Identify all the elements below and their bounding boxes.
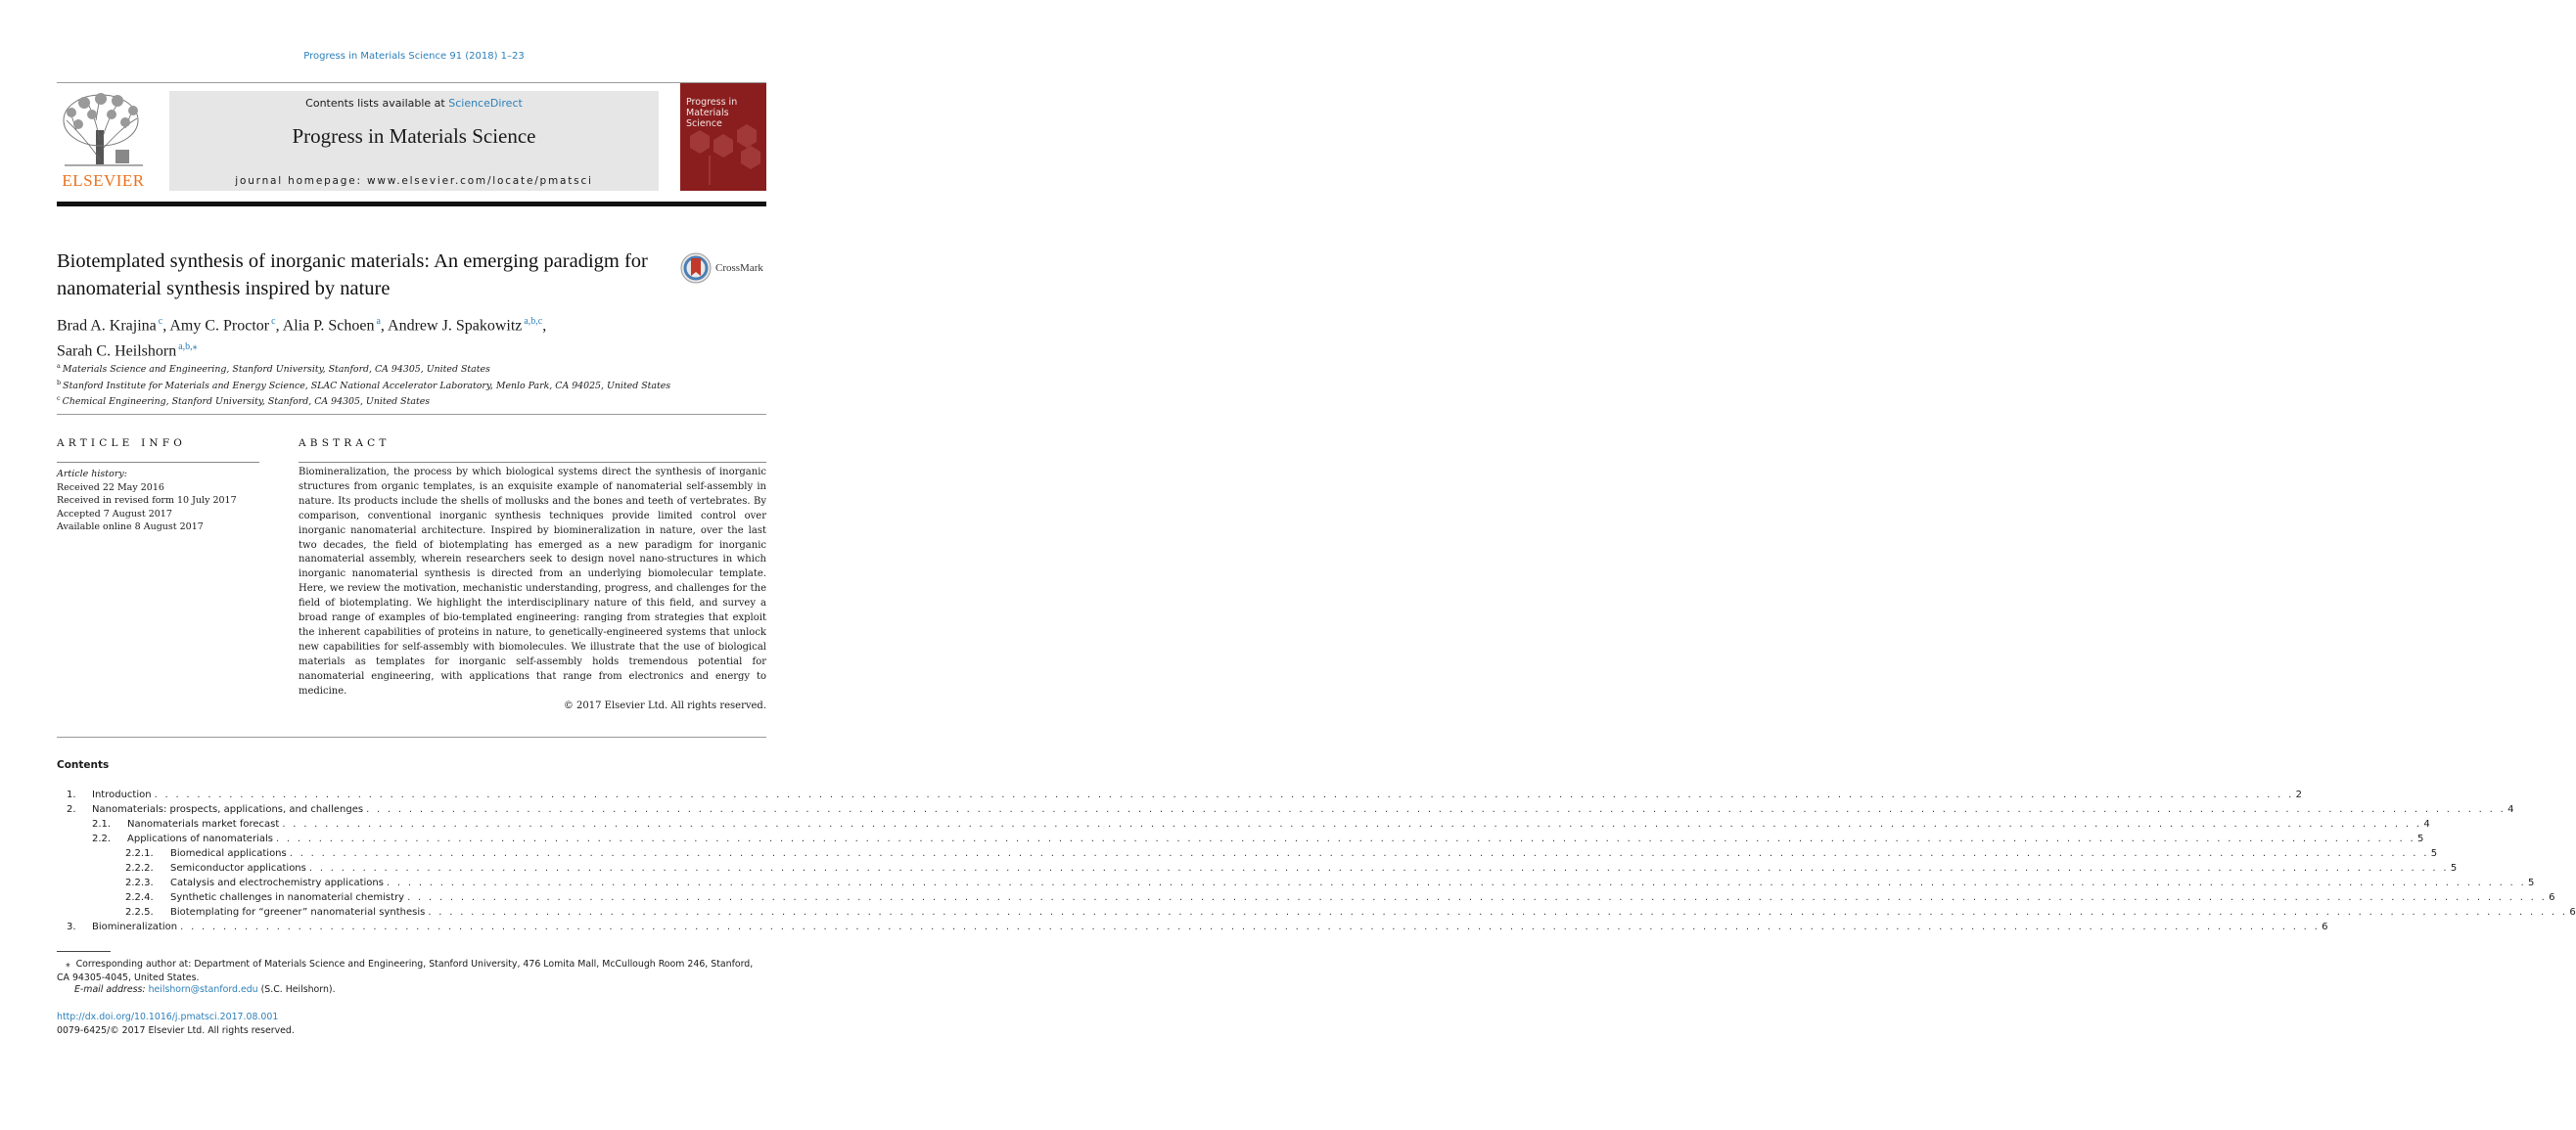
doi-link[interactable]: http://dx.doi.org/10.1016/j.pmatsci.2017.08.001 (57, 1012, 279, 1022)
author-affiliation-marker[interactable]: c (271, 316, 276, 327)
issn-line: 0079-6425/© 2017 Elsevier Ltd. All rights reserved. (57, 1025, 295, 1036)
toc-entry-page: 4 (2507, 804, 2514, 815)
history-item: Available online 8 August 2017 (57, 521, 204, 532)
affiliation-list (57, 360, 771, 409)
abstract-copyright: © 2017 Elsevier Ltd. All rights reserved. (563, 701, 766, 711)
toc-entry-title[interactable]: Catalysis and electrochemistry applications (170, 878, 384, 888)
toc-leader-dots: . . . . . . . . . . . . . . . . . . . . . . . . . . . . . . . . . . . . . . . . . . . . . . . . . . . . . . . . . . . . . . . . . . . . . . . . . . . . . . . . . . . . . . . . . . . . . . . . . . . . . . . . . . . . . . . . . . . . . . . . . . . . . . . . . . . . . . . . . . . . . . . . . . . . . . . . . . . . . . . . . . . . . . . . . . . . . . . . . . . . . . . . . . . . . . . . . . . . . . . . (386, 878, 2526, 888)
toc-leader-dots: . . . . . . . . . . . . . . . . . . . . . . . . . . . . . . . . . . . . . . . . . . . . . . . . . . . . . . . . . . . . . . . . . . . . . . . . . . . . . . . . . . . . . . . . . . . . . . . . . . . . . . . . . . . . . . . . . . . . . . . . . . . . . . . . . . . . . . . . . . . . . . . . . . . . . . . . . . . . . . . . . . . . . . . . . . . . . . . . . . . . . . . . . . . . . . . . . . . . . . . . (282, 819, 2422, 830)
toc-entry-number: 2.2.5. (125, 907, 154, 918)
article-info-rule (57, 462, 259, 463)
author-name[interactable]: Alia P. Schoen (282, 317, 375, 335)
toc-entry-page: 5 (2416, 834, 2424, 844)
contents-heading: Contents (57, 759, 110, 771)
toc-entry-page: 6 (2549, 892, 2555, 903)
toc-entry-number: 2. (67, 804, 76, 815)
author-name[interactable]: Sarah C. Heilshorn (57, 342, 177, 360)
toc-entry-title[interactable]: Applications of nanomaterials (127, 834, 273, 844)
toc-entry[interactable] (57, 861, 2458, 876)
toc-entry-page: 4 (2423, 819, 2430, 830)
history-item: Accepted 7 August 2017 (57, 508, 172, 520)
history-item: Received 22 May 2016 (57, 481, 164, 493)
abstract-rule (299, 462, 766, 463)
toc-entry[interactable] (57, 846, 2438, 861)
journal-cover-image (680, 83, 766, 191)
toc-entry-title[interactable]: Nanomaterials market forecast (127, 819, 280, 830)
toc-entry-number: 2.2.4. (125, 892, 154, 903)
toc-entry-number: 3. (67, 922, 76, 932)
toc-leader-dots: . . . . . . . . . . . . . . . . . . . . . . . . . . . . . . . . . . . . . . . . . . . . . . . . . . . . . . . . . . . . . . . . . . . . . . . . . . . . . . . . . . . . . . . . . . . . . . . . . . . . . . . . . . . . . . . . . . . . . . . . . . . . . . . . . . . . . . . . . . . . . . . . . . . . . . . . . . . . . . . . . . . . . . . . . . . . . . . . . . . . . . . . . . . . . . . . . . . . . . . . (428, 907, 2568, 918)
toc-entry[interactable] (57, 802, 2514, 817)
toc-leader-dots: . . . . . . . . . . . . . . . . . . . . . . . . . . . . . . . . . . . . . . . . . . . . . . . . . . . . . . . . . . . . . . . . . . . . . . . . . . . . . . . . . . . . . . . . . . . . . . . . . . . . . . . . . . . . . . . . . . . . . . . . . . . . . . . . . . . . . . . . . . . . . . . . . . . . . . . . . . . . . . . . . . . . . . . . . . . . . . . . . . . . . . . . . . . . . . . . . . . . . . . . (366, 804, 2507, 815)
author-name[interactable]: Andrew J. Spakowitz (388, 317, 523, 335)
toc-leader-dots: . . . . . . . . . . . . . . . . . . . . . . . . . . . . . . . . . . . . . . . . . . . . . . . . . . . . . . . . . . . . . . . . . . . . . . . . . . . . . . . . . . . . . . . . . . . . . . . . . . . . . . . . . . . . . . . . . . . . . . . . . . . . . . . . . . . . . . . . . . . . . . . . . . . . . . . . . . . . . . . . . . . . . . . . . . . . . . . . . . . . . . . . . . . . . . . . . . . . . . . . (407, 892, 2548, 903)
toc-entry[interactable] (57, 905, 2576, 920)
journal-homepage[interactable]: journal homepage: www.elsevier.com/locate/pmatsci (235, 175, 593, 187)
history-item: Received in revised form 10 July 2017 (57, 495, 237, 506)
author-name[interactable]: Brad A. Krajina (57, 317, 157, 335)
elsevier-wordmark: ELSEVIER (62, 171, 145, 190)
affiliation-item: $^c$ Chemical Engineering, Stanford University, Stanford, CA 94305, United States (57, 394, 431, 408)
toc-entry-title[interactable]: Biotemplating for “greener” nanomaterial synthesis (170, 907, 426, 918)
author-affiliation-marker[interactable]: a,b,⁎ (178, 341, 198, 353)
toc-entry-number: 2.2.3. (125, 878, 154, 888)
journal-reference[interactable]: Progress in Materials Science 91 (2018) 1–23 (303, 51, 525, 62)
toc-entry-title[interactable]: Biomineralization (92, 922, 178, 932)
toc-entry-page: 5 (2450, 863, 2458, 874)
section-divider (57, 414, 766, 415)
toc-entry-page: 5 (2527, 878, 2535, 888)
crossmark-badge[interactable] (680, 252, 768, 286)
crossmark-icon (680, 252, 712, 284)
contents-available-line: Contents lists available at ScienceDirect (305, 97, 523, 110)
toc-entry-title[interactable]: Nanomaterials: prospects, applications, and challenges (92, 804, 364, 815)
corresponding-author-footnote: ⁎ Corresponding author at: Department of Materials Science and Engineering, Stanford University, 476 Lomita Mall, McCullough Room 246, Stanford, CA 94305-4045, United States. (57, 959, 754, 983)
toc-entry-title[interactable]: Introduction (92, 790, 152, 800)
article-title: Biotemplated synthesis of inorganic materials: An emerging paradigm for nanomaterial synthesis inspired by nature (57, 250, 648, 299)
cover-hexagon-pattern (680, 126, 766, 185)
toc-entry[interactable] (57, 890, 2555, 905)
author-affiliation-marker[interactable]: a,b,c (524, 316, 543, 327)
abstract-heading: ABSTRACT (299, 437, 391, 449)
journal-title: Progress in Materials Science (292, 124, 536, 148)
history-title: Article history: (57, 469, 127, 479)
email-line: E-mail address: heilshorn@stanford.edu (S.C. Heilshorn). (74, 984, 336, 995)
elsevier-logo (57, 91, 150, 191)
toc-entry-page: 2 (2295, 790, 2302, 800)
toc-entry[interactable] (57, 788, 2302, 802)
toc-entry-title[interactable]: Semiconductor applications (170, 863, 306, 874)
author-affiliation-marker[interactable]: a (376, 316, 381, 327)
table-of-contents (57, 788, 2576, 934)
toc-entry[interactable] (57, 832, 2424, 846)
crossmark-label: CrossMark (715, 262, 763, 274)
toc-entry-title[interactable]: Synthetic challenges in nanomaterial chemistry (170, 892, 405, 903)
toc-leader-dots: . . . . . . . . . . . . . . . . . . . . . . . . . . . . . . . . . . . . . . . . . . . . . . . . . . . . . . . . . . . . . . . . . . . . . . . . . . . . . . . . . . . . . . . . . . . . . . . . . . . . . . . . . . . . . . . . . . . . . . . . . . . . . . . . . . . . . . . . . . . . . . . . . . . . . . . . . . . . . . . . . . . . . . . . . . . . . . . . . . . . . . . . . . . . . . . . . . . . . . . . (275, 834, 2415, 844)
cover-title: Progress in Materials Science (686, 97, 738, 129)
affiliation-item: $^a$ Materials Science and Engineering, Stanford University, Stanford, CA 94305, United States (57, 362, 490, 376)
toc-entry-number: 1. (67, 790, 76, 800)
section-divider (57, 737, 766, 738)
toc-leader-dots: . . . . . . . . . . . . . . . . . . . . . . . . . . . . . . . . . . . . . . . . . . . . . . . . . . . . . . . . . . . . . . . . . . . . . . . . . . . . . . . . . . . . . . . . . . . . . . . . . . . . . . . . . . . . . . . . . . . . . . . . . . . . . . . . . . . . . . . . . . . . . . . . . . . . . . . . . . . . . . . . . . . . . . . . . . . . . . . . . . . . . . . . . . . . . . . . . . . . . . . . (289, 848, 2429, 859)
journal-header-banner (169, 91, 659, 191)
toc-entry-number: 2.1. (92, 819, 112, 830)
toc-entry[interactable] (57, 920, 2328, 934)
toc-leader-dots: . . . . . . . . . . . . . . . . . . . . . . . . . . . . . . . . . . . . . . . . . . . . . . . . . . . . . . . . . . . . . . . . . . . . . . . . . . . . . . . . . . . . . . . . . . . . . . . . . . . . . . . . . . . . . . . . . . . . . . . . . . . . . . . . . . . . . . . . . . . . . . . . . . . . . . . . . . . . . . . . . . . . . . . . . . . . . . . . . . . . . . . . . . . . . . . . . . . . . . . . (154, 790, 2294, 800)
toc-leader-dots: . . . . . . . . . . . . . . . . . . . . . . . . . . . . . . . . . . . . . . . . . . . . . . . . . . . . . . . . . . . . . . . . . . . . . . . . . . . . . . . . . . . . . . . . . . . . . . . . . . . . . . . . . . . . . . . . . . . . . . . . . . . . . . . . . . . . . . . . . . . . . . . . . . . . . . . . . . . . . . . . . . . . . . . . . . . . . . . . . . . . . . . . . . . . . . . . . . . . . . . . (180, 922, 2321, 932)
toc-entry-number: 2.2.1. (125, 848, 154, 859)
email-link[interactable]: heilshorn@stanford.edu (148, 984, 258, 995)
sciencedirect-link[interactable]: ScienceDirect (448, 97, 523, 110)
author-list: Brad A. Krajina $^c$, Amy C. Proctor $^c$, Alia P. Schoen $^a$, Andrew J. Spakowitz $^{a,b,c}$, Sarah C. Heilshorn $^{a,b,⁎}$ (57, 316, 547, 360)
article-info-heading: ARTICLE INFO (57, 437, 187, 449)
toc-entry-page: 6 (2322, 922, 2328, 932)
toc-entry-page: 5 (2430, 848, 2438, 859)
toc-entry-title[interactable]: Biomedical applications (170, 848, 287, 859)
affiliation-item: $^b$ Stanford Institute for Materials and Energy Science, SLAC National Accelerator Laboratory, Menlo Park, CA 94025, United States (57, 378, 671, 391)
toc-entry-number: 2.2. (92, 834, 112, 844)
author-name[interactable]: Amy C. Proctor (169, 317, 270, 335)
author-affiliation-marker[interactable]: c (158, 316, 163, 327)
toc-entry-page: 6 (2569, 907, 2576, 918)
toc-entry[interactable] (57, 876, 2535, 890)
toc-entry[interactable] (57, 817, 2430, 832)
header-bottom-rule (57, 202, 766, 206)
toc-entry-number: 2.2.2. (125, 863, 154, 874)
footnote-rule (57, 951, 111, 952)
toc-leader-dots: . . . . . . . . . . . . . . . . . . . . . . . . . . . . . . . . . . . . . . . . . . . . . . . . . . . . . . . . . . . . . . . . . . . . . . . . . . . . . . . . . . . . . . . . . . . . . . . . . . . . . . . . . . . . . . . . . . . . . . . . . . . . . . . . . . . . . . . . . . . . . . . . . . . . . . . . . . . . . . . . . . . . . . . . . . . . . . . . . . . . . . . . . . . . . . . . . . . . . . . . (308, 863, 2449, 874)
abstract-body: Biomineralization, the process by which biological systems direct the synthesis of inorganic structures from organic templates, is an exquisite example of nanomaterial self-assembly in nature. Its products include the shells of mollusks and the bones and teeth of vertebrates. By comparison, conventional inorganic synthesis techniques provide limited control over inorganic nanomaterial architecture. Inspired by biomineralization in nature, over the last two decades, the field of biotemplating has emerged as a new paradigm for inorganic nanomaterial assembly, wherein researchers seek to design novel nano-structures in which inorganic nanomaterial synthesis is directed from an underlying biomolecular template. Here, we review the motivation, mechanistic understanding, progress, and challenges for the field of biotemplating. We highlight the interdisciplinary nature of this field, and survey a broad range of examples of bio-templated engineering: ranging from strategies that exploit the inherent capabilities of proteins in nature, to genetically-engineered systems that unlock new capabilities for self-assembly with biomolecules. We illustrate that the use of biological materials as templates for inorganic self-assembly holds tremendous potential for nanomaterial engineering, with applications that range from electronics and energy to medicine. (299, 467, 766, 697)
article-history (57, 468, 282, 534)
header-top-rule (57, 82, 766, 83)
